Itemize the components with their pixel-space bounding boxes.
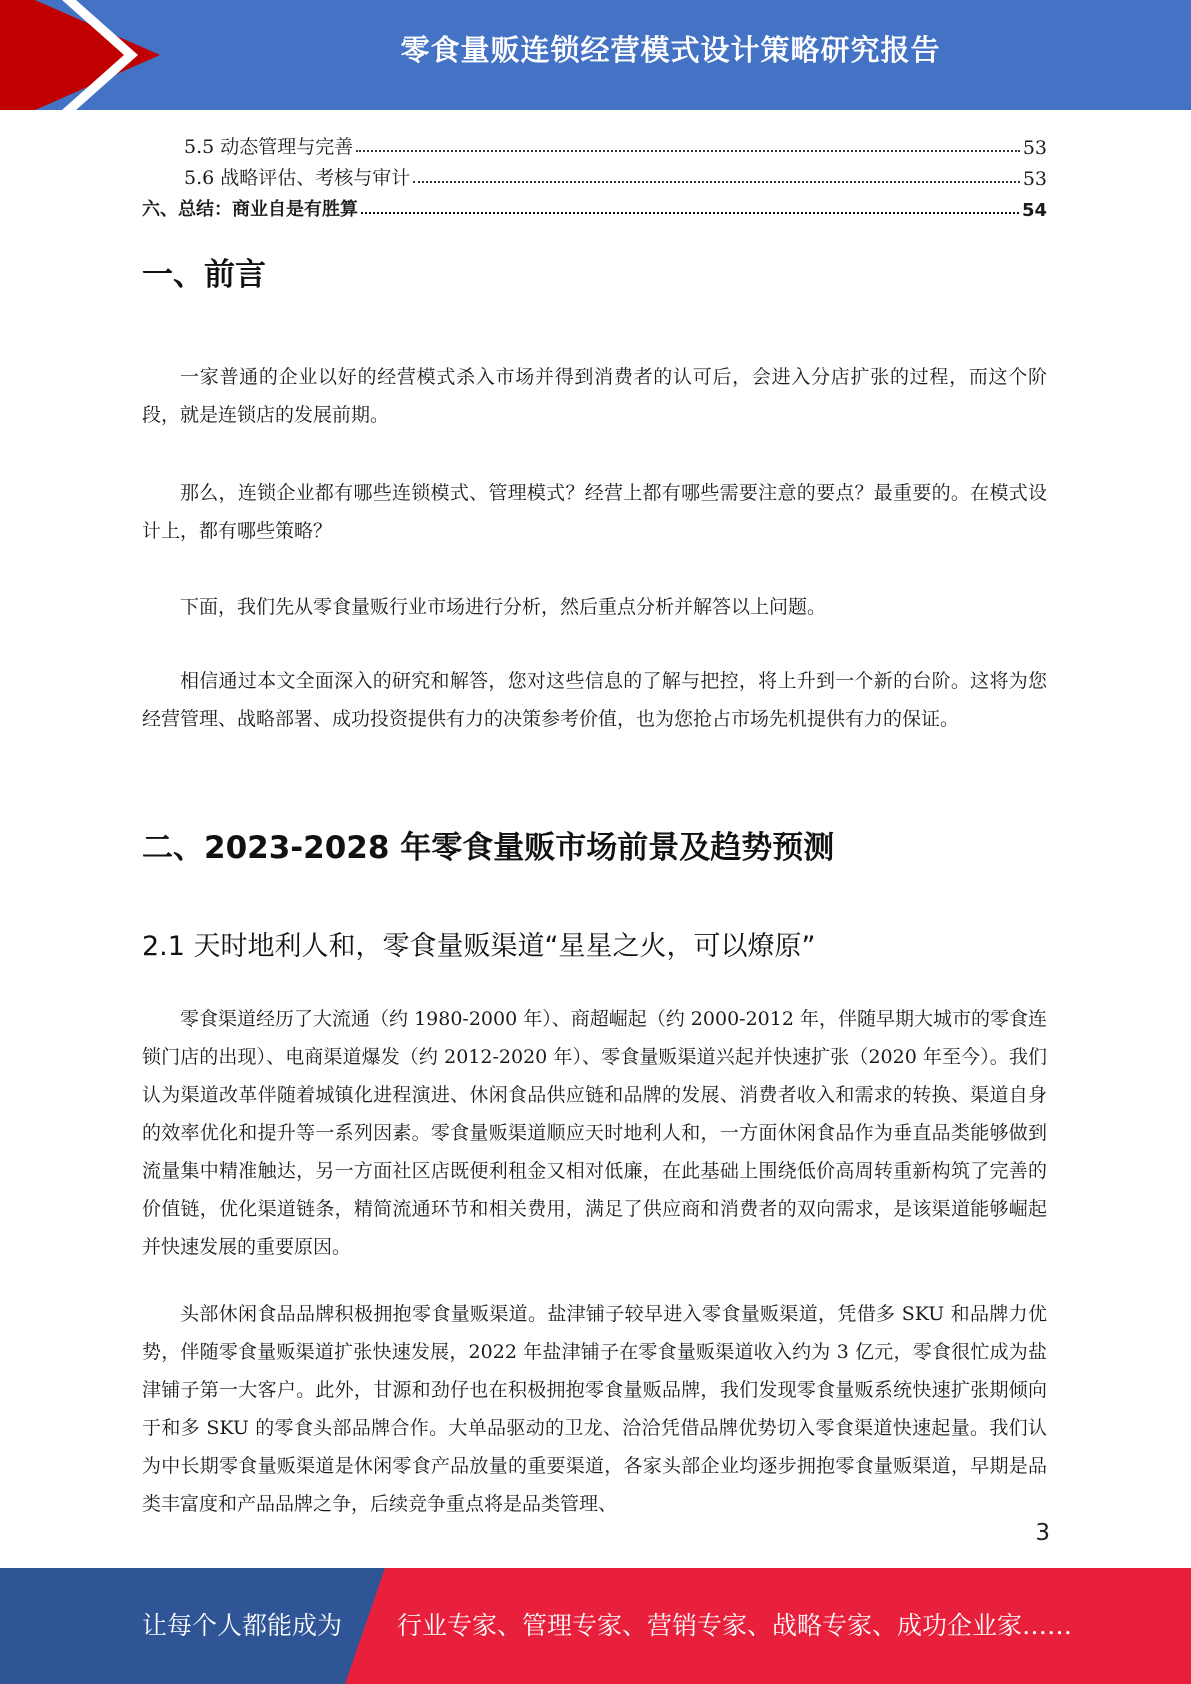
toc-leader-dots bbox=[413, 181, 1020, 183]
paragraph: 一家普通的企业以好的经营模式杀入市场并得到消费者的认可后，会进入分店扩张的过程，而这个阶段，就是连锁店的发展前期。 bbox=[142, 366, 1047, 426]
toc-entry-label: 5.5 动态管理与完善 bbox=[184, 136, 354, 158]
footer-left-slant bbox=[345, 1568, 385, 1684]
toc-leader-dots bbox=[356, 150, 1020, 152]
document-title: 零食量贩连锁经营模式设计策略研究报告 bbox=[400, 33, 941, 67]
toc-entry-label: 六、总结：商业自是有胜算 bbox=[142, 199, 358, 220]
table-of-contents bbox=[142, 128, 1047, 221]
section-heading-preface: 一、前言 bbox=[142, 257, 266, 293]
paragraph: 零食渠道经历了大流通（约 1980-2000 年）、商超崛起（约 2000-2012 年，伴随早期大城市的零食连锁门店的出现）、电商渠道爆发（约 2012-2020 年）、零食量贩渠道兴起并快速扩张（2020 年至今）。我们认为渠道改革伴随着城镇化进程演进、休闲食品供应链和品牌的发展、消费者收入和需求的转换、渠道自身的效率优化和提升等一系列因素。零食量贩渠道顺应天时地利人和，一方面休闲食品作为垂直品类能够做到流量集中精准触达，另一方面社区店既便利租金又相对低廉，在此基础上围绕低价高周转重新构筑了完善的价值链，优化渠道链条，精简流通环节和相关费用，满足了供应商和消费者的双向需求，是该渠道能够崛起并快速发展的重要原因。 bbox=[142, 1008, 1047, 1258]
section-heading-market: 二、2023-2028 年零食量贩市场前景及趋势预测 bbox=[142, 830, 835, 866]
footer-slogan-left: 让每个人都能成为 bbox=[142, 1611, 343, 1640]
toc-entry-page: 53 bbox=[1022, 137, 1047, 159]
page-number: 3 bbox=[1035, 1520, 1050, 1546]
toc-entry[interactable] bbox=[142, 159, 1047, 190]
toc-entry-page: 54 bbox=[1021, 200, 1047, 221]
paragraph: 头部休闲食品品牌积极拥抱零食量贩渠道。盐津铺子较早进入零食量贩渠道，凭借多 SKU 和品牌力优势，伴随零食量贩渠道扩张快速发展，2022 年盐津铺子在零食量贩渠道收入约为 3 亿元，零食很忙成为盐津铺子第一大客户。此外，甘源和劲仔也在积极拥抱零食量贩品牌，我们发现零食量贩系统快速扩张期倾向于和多 SKU 的零食头部品牌合作。大单品驱动的卫龙、洽洽凭借品牌优势切入零食渠道快速起量。我们认为中长期零食量贩渠道是休闲零食产品放量的重要渠道，各家头部企业均逐步拥抱零食量贩渠道，早期是品类丰富度和产品品牌之争，后续竞争重点将是品类管理、 bbox=[142, 1303, 1047, 1515]
header-chevron-icon bbox=[62, 0, 152, 110]
toc-entry[interactable] bbox=[142, 190, 1047, 221]
toc-entry[interactable] bbox=[142, 128, 1047, 159]
header-red-block bbox=[0, 0, 35, 110]
paragraph: 那么，连锁企业都有哪些连锁模式、管理模式？经营上都有哪些需要注意的要点？最重要的。在模式设计上，都有哪些策略？ bbox=[142, 482, 1047, 542]
paragraph: 相信通过本文全面深入的研究和解答，您对这些信息的了解与把控，将上升到一个新的台阶。这将为您经营管理、战略部署、成功投资提供有力的决策参考价值，也为您抢占市场先机提供有力的保证。 bbox=[142, 670, 1047, 730]
toc-entry-label: 5.6 战略评估、考核与审计 bbox=[184, 167, 411, 189]
paragraph: 下面，我们先从零食量贩行业市场进行分析，然后重点分析并解答以上问题。 bbox=[180, 596, 827, 618]
page-header bbox=[0, 0, 1191, 110]
page-footer bbox=[0, 1568, 1191, 1684]
subsection-heading: 2.1 天时地利人和，零食量贩渠道“星星之火，可以燎原” bbox=[142, 931, 816, 962]
footer-slogan-right: 行业专家、管理专家、营销专家、战略专家、成功企业家…… bbox=[397, 1611, 1073, 1640]
toc-leader-dots bbox=[361, 212, 1019, 214]
toc-entry-page: 53 bbox=[1022, 168, 1047, 190]
